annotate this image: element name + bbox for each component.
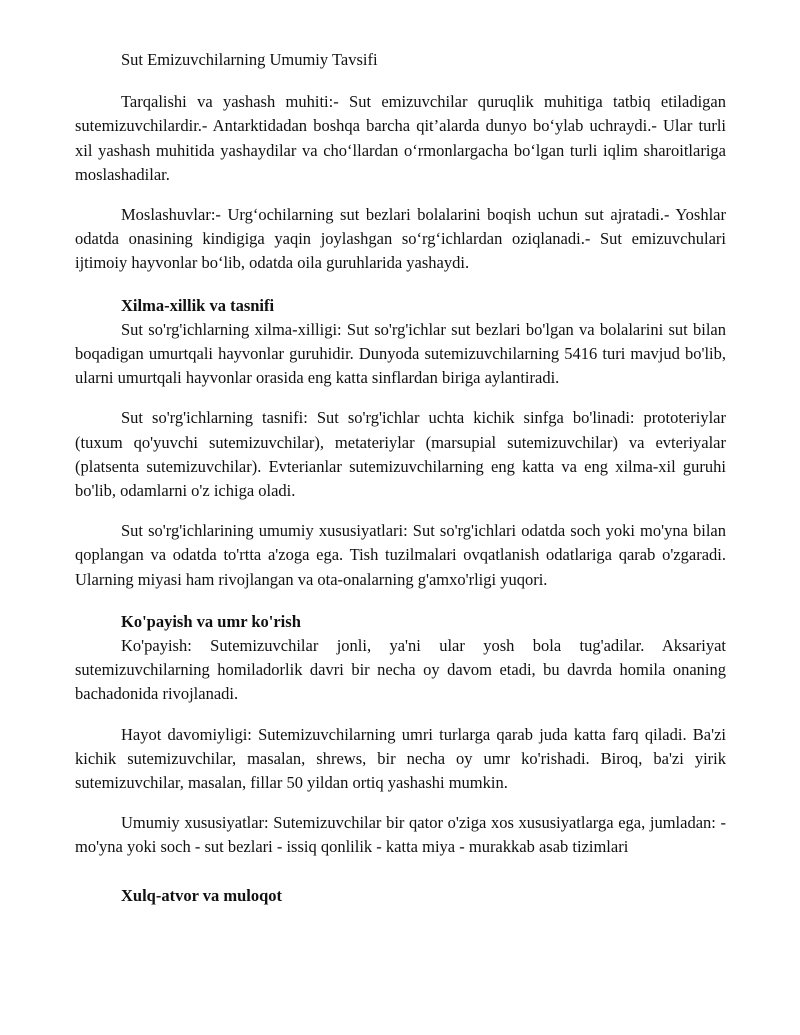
section-heading-reproduction: Ko'payish va umr ko'rish [121, 611, 301, 631]
paragraph-lifespan: Hayot davomiyligi: Sutemizuvchilarning umri turlarga qarab juda katta farq qiladi. Ba'zi kichik sutemizuvchilar, masalan, shrews, bir necha oy umr ko'rishadi. Biroq, ba'zi yirik sutemizuvchilar, masalan, fillar 50 yildan ortiq yashashi mumkin. [75, 724, 726, 793]
document-title: Sut Emizuvchilarning Umumiy Tavsifi [121, 50, 378, 69]
paragraph-classification: Sut so'rg'ichlarning tasnifi: Sut so'rg'ichlar uchta kichik sinfga bo'linadi: prototeriylar (tuxum qo'yuvchi sutemizuvchilar), metateriylar (marsupial sutemizuvchilar) va evteriyalar (platsenta sutemizuvchilar). Evterianlar sutemizuvchilarning eng katta va eng xilma-xil guruhi bo'lib, odamlarni o'z ichiga oladi. [75, 408, 726, 501]
paragraph-diversity: Sut so'rg'ichlarning xilma-xilligi: Sut so'rg'ichlar sut bezlari bo'lgan va bolalarini sut bilan boqadigan umurtqali hayvonlar guruhidir. Dunyoda sutemizuvchilarning 5416 turi mavjud bo'lib, ularni umurtqali hayvonlar orasida eng katta sinflardan biriga aylantiradi. [75, 319, 726, 388]
paragraph-reproduction: Ko'payish: Sutemizuvchilar jonli, ya'ni ular yosh bola tug'adilar. Aksariyat sutemizuvchilarning homiladorlik davri bir necha oy davom etadi, bu davrda homila onaning bachadonida rivojlanadi. [75, 636, 726, 704]
document-page [75, 40, 726, 908]
section-heading-diversity: Xilma-xillik va tasnifi [121, 295, 275, 315]
paragraph-adaptations: Moslashuvlar:- Urg‘ochilarning sut bezlari bolalarini boqish uchun sut ajratadi.- Yoshlar odatda onasining kindigiga yaqin joylashgan so‘rg‘ichlardan oziqlanadi.- Sut emizuvchulari ijtimoiy hayvonlar bo‘lib, odatda oila guruhlarida yashaydi. [75, 205, 726, 273]
paragraph-common-traits: Umumiy xususiyatlar: Sutemizuvchilar bir qator o'ziga xos xususiyatlarga ega, jumladan: - mo'yna yoki soch - sut bezlari - issiq qonlilik - katta miya - murakkab asab tizimlari [75, 813, 726, 857]
paragraph-general-features: Sut so'rg'ichlarining umumiy xususiyatlari: Sut so'rg'ichlari odatda soch yoki mo'yna bilan qoplangan va odatda to'rtta a'zoga ega. Tish tuzilmalari ovqatlanish odatlariga qarab o'zgaradi. Ularning miyasi ham rivojlangan va ota-onalarning g'amxo'rligi yuqori. [75, 521, 726, 589]
section-heading-behavior: Xulq-atvor va muloqot [121, 885, 283, 905]
paragraph-distribution: Tarqalishi va yashash muhiti:- Sut emizuvchilar quruqlik muhitiga tatbiq etiladigan sutemizuvchilardir.- Antarktidadan boshqa barcha qit’alarda dunyo bo‘ylab uchraydi.- Ular turli xil yashash muhitida yashaydilar va cho‘llardan o‘rmonlargacha bo‘lgan turli iqlim sharoitlariga moslashadilar. [75, 92, 726, 184]
